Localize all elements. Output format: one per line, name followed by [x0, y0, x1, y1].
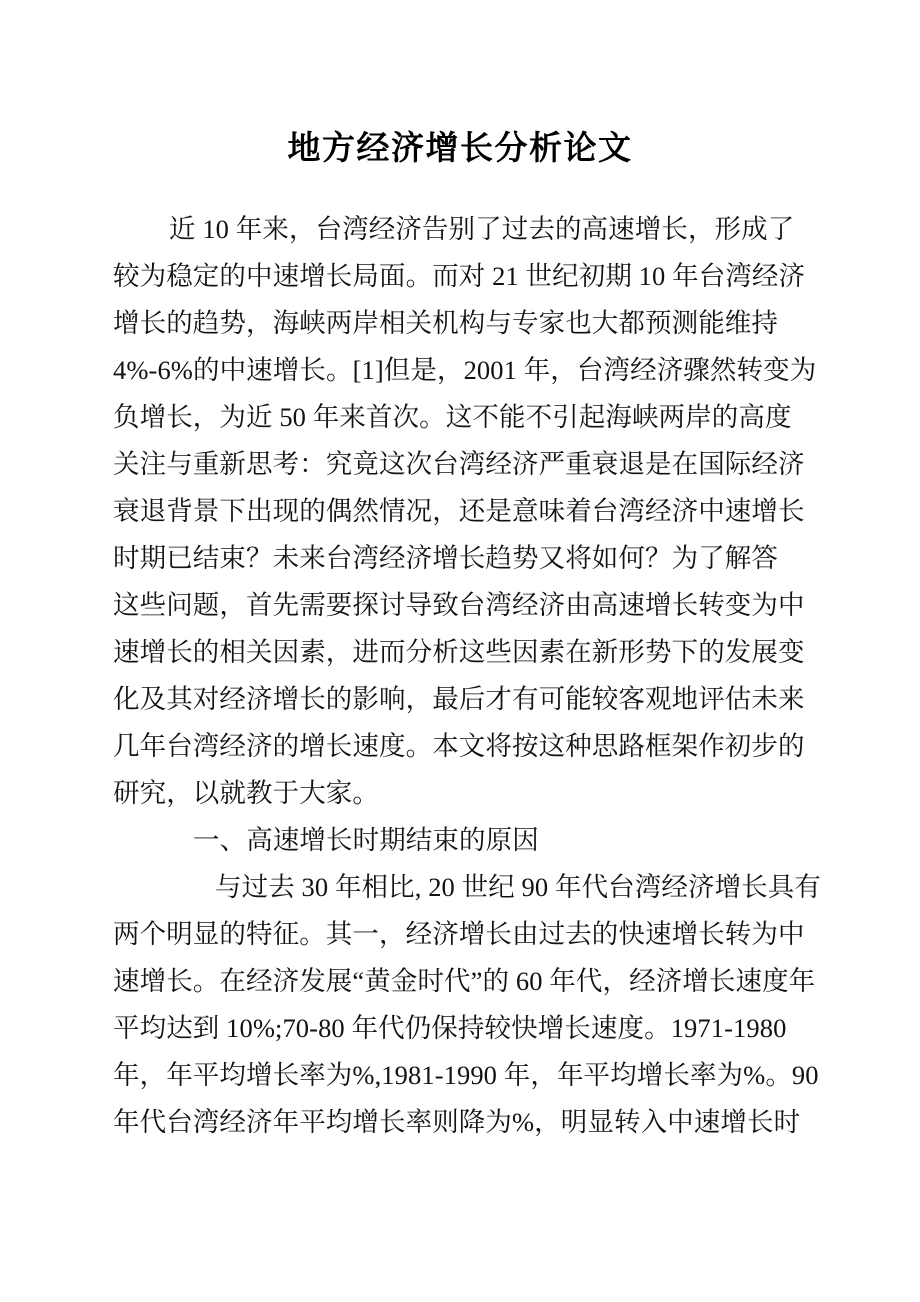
text-line: 这些问题，首先需要探讨导致台湾经济由高速增长转变为中	[113, 590, 805, 620]
text-line: 与过去 30 年相比, 20 世纪 90 年代台湾经济增长具有	[215, 872, 821, 902]
text-line: 增长的趋势，海峡两岸相关机构与专家也大都预测能维持	[113, 308, 778, 338]
text-line: 衰退背景下出现的偶然情况，还是意味着台湾经济中速增长	[113, 496, 805, 526]
paragraph-section-one-body	[113, 864, 821, 1146]
page-title: 地方经济增长分析论文	[287, 131, 633, 168]
text-line: 4%-6%的中速增长。[1]但是，2001 年，台湾经济骤然转变为	[113, 355, 817, 385]
text-line: 速增长的相关因素，进而分析这些因素在新形势下的发展变	[113, 637, 805, 667]
document-body	[113, 206, 821, 1146]
text-line: 几年台湾经济的增长速度。本文将按这种思路框架作初步的	[113, 731, 805, 761]
section-heading: 一、高速增长时期结束的原因	[193, 825, 539, 855]
text-line: 较为稳定的中速增长局面。而对 21 世纪初期 10 年台湾经济	[113, 261, 806, 291]
text-line: 年代台湾经济年平均增长率则降为%，明显转入中速增长时	[113, 1107, 801, 1137]
text-line: 化及其对经济增长的影响，最后才有可能较客观地评估未来	[113, 684, 805, 714]
text-line: 速增长。在经济发展“黄金时代”的 60 年代，经济增长速度年	[113, 966, 816, 996]
text-line: 平均达到 10%;70-80 年代仍保持较快增长速度。1971-1980	[113, 1013, 787, 1043]
text-line: 关注与重新思考：究竟这次台湾经济严重衰退是在国际经济	[113, 449, 805, 479]
text-line: 负增长，为近 50 年来首次。这不能不引起海峡两岸的高度	[113, 402, 792, 432]
text-line: 研究，以就教于大家。	[113, 778, 379, 808]
text-line: 时期已结束？未来台湾经济增长趋势又将如何？为了解答	[113, 543, 778, 573]
text-line: 年，年平均增长率为%,1981-1990 年，年平均增长率为%。90	[113, 1060, 819, 1090]
text-line: 两个明显的特征。其一，经济增长由过去的快速增长转为中	[113, 919, 805, 949]
text-line: 近 10 年来，台湾经济告别了过去的高速增长，形成了	[169, 214, 795, 244]
paragraph-intro	[113, 206, 817, 817]
